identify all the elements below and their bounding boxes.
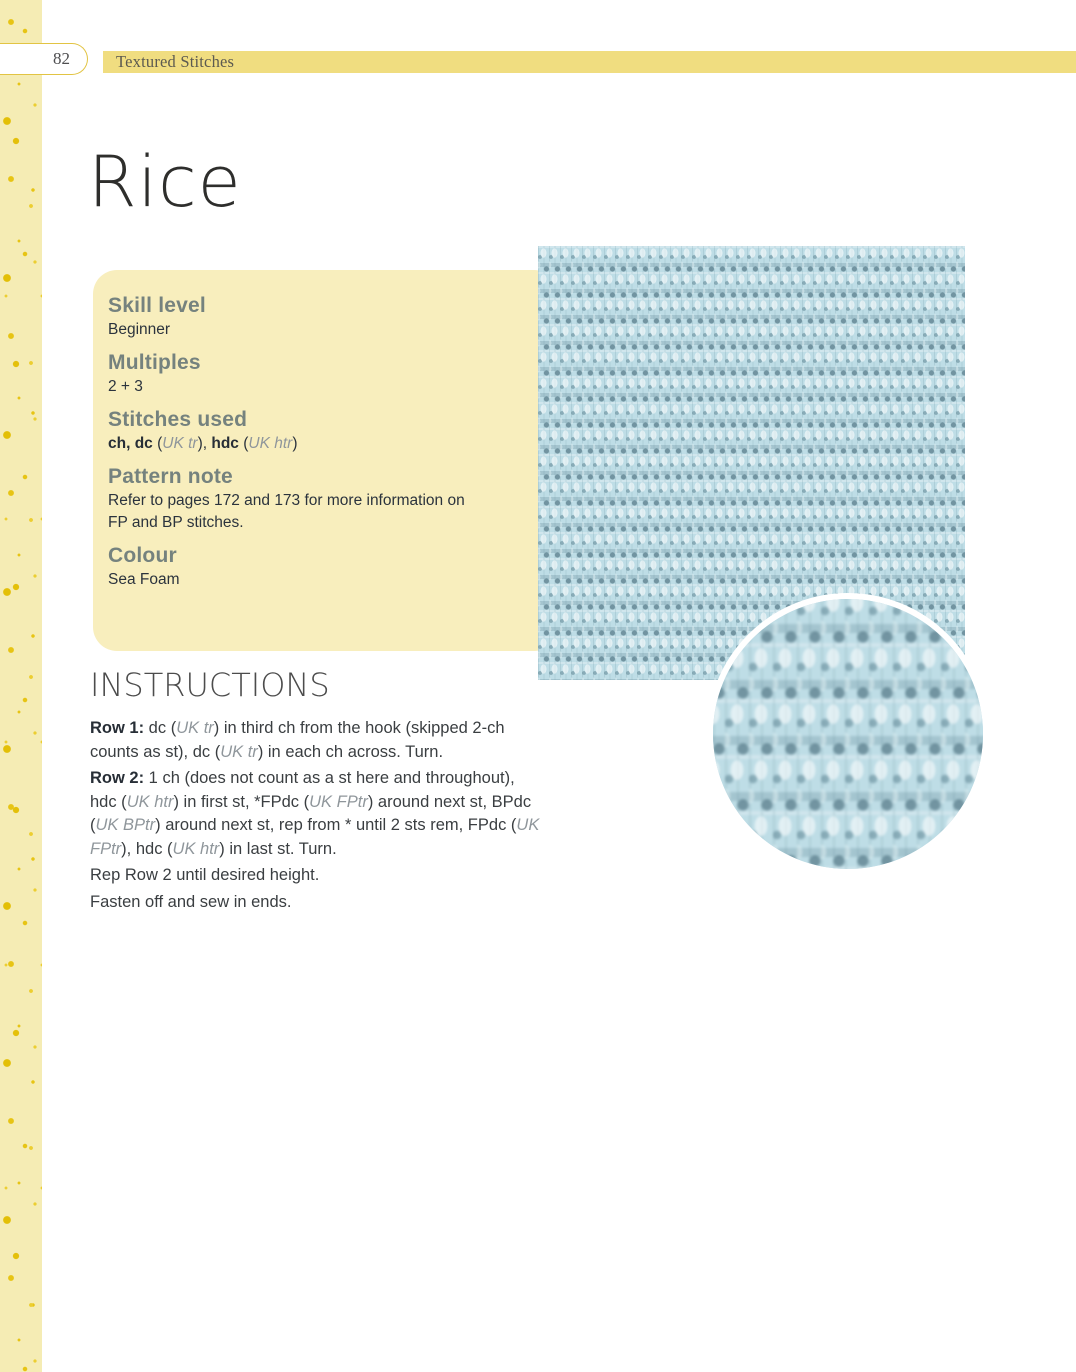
page-number-tab — [0, 43, 88, 75]
colour-value: Sea Foam — [108, 571, 180, 588]
info-section-multiples — [108, 350, 534, 398]
info-section-pattern-note — [108, 464, 534, 534]
instruction-row-1: Row 1: dc (UK tr) in third ch from the hook (skipped 2-ch counts as st), dc (UK tr) in each ch across. Turn. — [90, 719, 505, 761]
instructions-section — [90, 668, 545, 917]
section-title: Textured Stitches — [116, 52, 235, 71]
multiples-heading: Multiples — [108, 351, 201, 374]
stitches-used-value: ch, dc (UK tr), hdc (UK htr) — [108, 435, 298, 452]
left-decorative-band — [0, 0, 42, 1372]
instructions-heading: INSTRUCTIONS — [90, 666, 330, 704]
stitch-zoom-inset — [707, 593, 989, 875]
multiples-value: 2 + 3 — [108, 378, 143, 395]
pattern-info-box — [93, 270, 558, 651]
skill-level-value: Beginner — [108, 321, 171, 338]
info-section-stitches-used — [108, 407, 534, 455]
instruction-fasten-off: Fasten off and sew in ends. — [90, 892, 292, 911]
instruction-repeat: Rep Row 2 until desired height. — [90, 866, 320, 885]
pattern-note-heading: Pattern note — [108, 465, 233, 488]
section-header-bar — [103, 51, 1076, 73]
stitch-zoom-texture — [707, 593, 989, 875]
page-number: 82 — [53, 49, 70, 68]
page-title: Rice — [88, 140, 242, 223]
stitches-used-heading: Stitches used — [108, 408, 248, 431]
instruction-row-2: Row 2: 1 ch (does not count as a st here and throughout), hdc (UK htr) in first st, *FPdc (UK FPtr) around next st, BPdc (UK BPtr) around next st, rep from * until 2 sts rem, FPdc (UK FPtr), hdc (UK htr) in last st. Turn. — [90, 769, 540, 858]
pattern-note-value: Refer to pages 172 and 173 for more information on FP and BP stitches. — [108, 492, 465, 531]
info-section-colour — [108, 543, 534, 591]
skill-level-heading: Skill level — [108, 294, 206, 317]
colour-heading: Colour — [108, 544, 177, 567]
info-section-skill-level — [108, 293, 534, 341]
